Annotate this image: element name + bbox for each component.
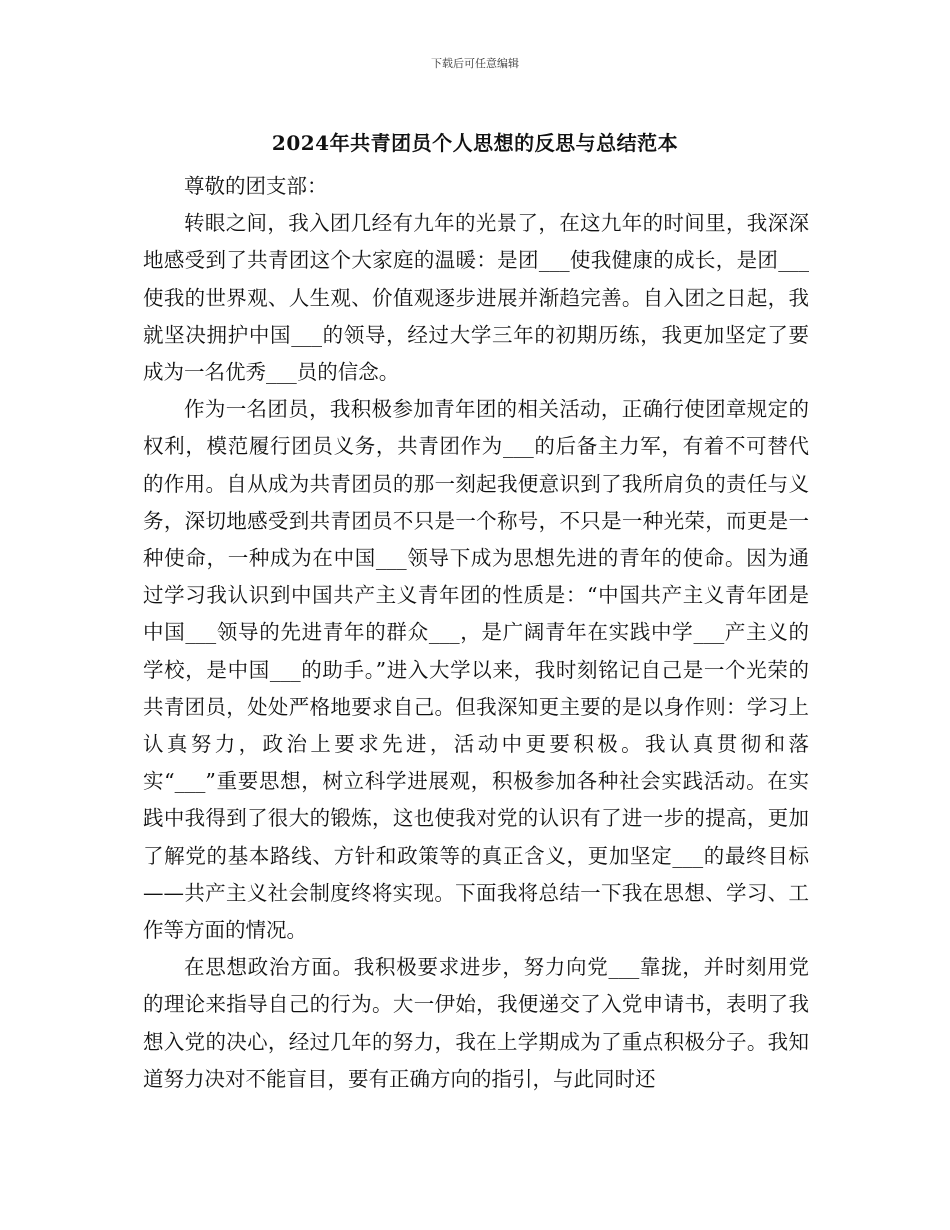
header-note: 下载后可任意编辑 bbox=[431, 57, 519, 70]
document-title: 2024年共青团员个人思想的反思与总结范本 bbox=[271, 131, 679, 155]
paragraph: 作为一名团员，我积极参加青年团的相关活动，正确行使团章规定的权利，模范履行团员义务，共青团作为___的后备主力军，有着不可替代的作用。自从成为共青团员的那一刻起我便意识到了我所肩负的责任与义务，深切地感受到共青团员不只是一个称号，不只是一种光荣，而更是一种使命，一种成为在中国___领导下成为思想先进的青年的使命。因为通过学习我认识到中国共产主义青年团的性质是：“中国共产主义青年团是中国___领导的先进青年的群众___，是广阔青年在实践中学___产主义的学校，是中国___的助手。”进入大学以来，我时刻铭记自己是一个光荣的共青团员，处处严格地要求自己。但我深知更主要的是以身作则：学习上认真努力，政治上要求先进，活动中更要积极。我认真贯彻和落实“___”重要思想，树立科学进展观，积极参加各种社会实践活动。在实践中我得到了很大的锻炼，这也使我对党的认识有了进一步的提高，更加了解党的基本路线、方针和政策等的真正含义，更加坚定___的最终目标——共产主义社会制度终将实现。下面我将总结一下我在思想、学习、工作等方面的情况。 bbox=[143, 397, 809, 943]
salutation: 尊敬的团支部： bbox=[184, 174, 328, 198]
document-body bbox=[143, 168, 809, 1098]
paragraph: 转眼之间，我入团几经有九年的光景了，在这九年的时间里，我深深地感受到了共青团这个大家庭的温暖：是团___使我健康的成长，是团___使我的世界观、人生观、价值观逐步进展并渐趋完善。自入团之日起，我就坚决拥护中国___的领导，经过大学三年的初期历练，我更加坚定了要成为一名优秀___员的信念。 bbox=[143, 211, 809, 385]
paragraph: 在思想政治方面。我积极要求进步，努力向党___靠拢，并时刻用党的理论来指导自己的行为。大一伊始，我便递交了入党申请书，表明了我想入党的决心，经过几年的努力，我在上学期成为了重点积极分子。我知道努力决对不能盲目，要有正确方向的指引，与此同时还 bbox=[143, 955, 809, 1091]
